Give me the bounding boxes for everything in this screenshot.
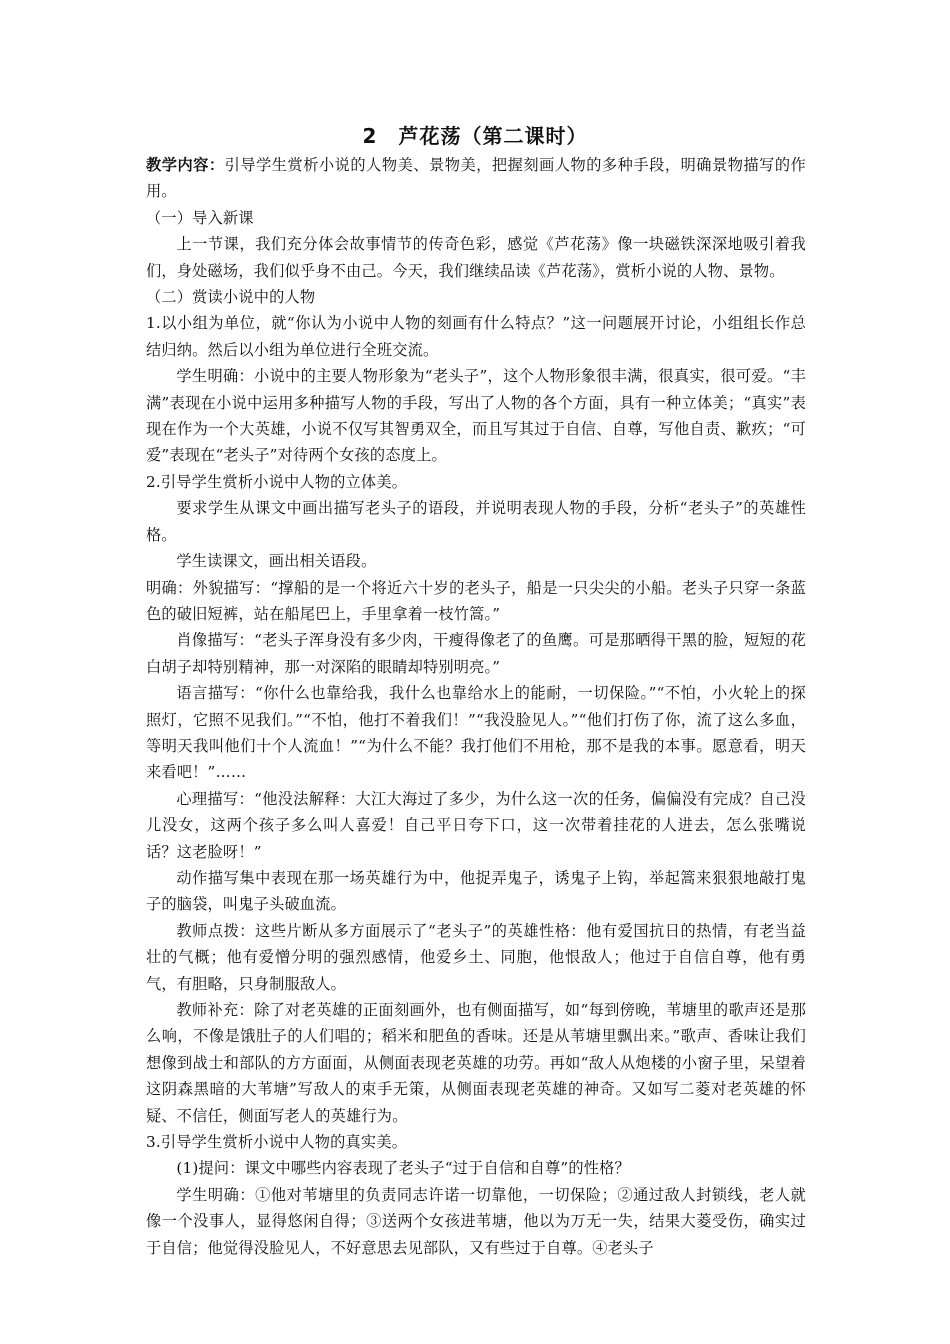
paragraph-teacher-guidance: 教师点拨：这些片断从多方面展示了“老头子”的英雄性格：他有爱国抗日的热情，有老当益壮的气概；他有爱憎分明的强烈感情，他爱乡土、同胞，他恨敌人；他过于自信自尊，他有勇气，有胆略，只身制服敌人。 [146,921,806,993]
paragraph-intro: 上一节课，我们充分体会故事情节的传奇色彩，感觉《芦花荡》像一块磁铁深深地吸引着我们，身处磁场，我们似乎身不由己。今天，我们继续品读《芦花荡》，赏析小说的人物、景物。 [146,235,806,280]
paragraph-teacher-supplement: 教师补充：除了对老英雄的正面刻画外，也有侧面描写，如“每到傍晚，苇塘里的歌声还是那么响，不像是饿肚子的人们唱的；稻米和肥鱼的香味。还是从苇塘里飘出来。”歌声、香味让我们想像到战士和部队的方方面面，从侧面表现老英雄的功劳。再如“敌人从炮楼的小窗子里，呆望着这阴森黑暗的大苇塘”写敌人的束手无策，从侧面表现老英雄的神奇。又如写二菱对老英雄的怀疑、不信任，侧面写老人的英雄行为。 [146,1001,806,1125]
item-3: 3.引导学生赏析小说中人物的真实美。 [146,1133,408,1152]
teaching-content [146,152,806,205]
teaching-content-text: 引导学生赏析小说的人物美、景物美，把握刻画人物的多种手段，明确景物描写的作用。 [146,156,807,201]
paragraph-student-reading: 学生读课文，画出相关语段。 [176,552,377,571]
page-title: 2 芦花荡（第二课时） [362,124,588,148]
document-body [146,152,806,1261]
paragraph-portrait: 肖像描写：“老头子浑身没有多少肉，干瘦得像老了的鱼鹰。可是那晒得干黑的脸，短短的花白胡子却特别精神，那一对深陷的眼睛却特别明亮。” [146,631,806,676]
paragraph-student-answer-2: 学生明确：①他对苇塘里的负责同志许诺一切靠他，一切保险；②通过敌人封锁线，老人就像一个没事人，显得悠闲自得；③送两个女孩进苇塘，他以为万无一失，结果大菱受伤，确实过于自信；他觉得没脸见人，不好意思去见部队，又有些过于自尊。④老头子 [146,1185,806,1257]
section-heading-intro: （一）导入新课 [146,208,254,227]
section-heading-characters: （二）赏读小说中的人物 [146,288,316,307]
paragraph-psychology: 心理描写：“他没法解释：大江大海过了多少，为什么这一次的任务，偏偏没有完成？自己没儿没女，这两个孩子多么叫人喜爱！自己平日夸下口，这一次带着挂花的人进去，怎么张嘴说话？这老脸呀！” [146,789,806,861]
item-2: 2.引导学生赏析小说中人物的立体美。 [146,472,408,491]
paragraph-action: 动作描写集中表现在那一场英雄行为中，他捉弄鬼子，诱鬼子上钩，举起篙来狠狠地敲打鬼子的脑袋，叫鬼子头破血流。 [146,868,806,914]
paragraph-student-answer-1: 学生明确：小说中的主要人物形象为“老头子”，这个人物形象很丰满，很真实，很可爱。“丰满”表现在小说中运用多种描写人物的手段，写出了人物的各个方面，具有一种立体美；“真实”表现在作为一个大英雄，小说不仅写其智勇双全，而且写其过于自信、自尊，写他自责、歉疚；“可爱”表现在“老头子”对待两个女孩的态度上。 [146,367,806,465]
paragraph-language: 语言描写：“你什么也靠给我，我什么也靠给水上的能耐，一切保险。”“不怕，小火轮上的探照灯，它照不见我们。”“不怕，他打不着我们！”“我没脸见人。”“他们打伤了你，流了这么多血，等明天我叫他们十个人流血！”“为什么不能？我打他们不用枪，那不是我的本事。愿意看，明天来看吧！”…… [146,684,806,782]
teaching-content-label: 教学内容： [146,156,225,174]
paragraph-appearance: 明确：外貌描写：“撑船的是一个将近六十岁的老头子，船是一只尖尖的小船。老头子只穿一条蓝色的破旧短裤，站在船尾巴上，手里拿着一枝竹篙。” [146,578,806,623]
item-1: 1.以小组为单位，就“你认为小说中人物的刻画有什么特点？”这一问题展开讨论，小组组长作总结归纳。然后以小组为单位进行全班交流。 [146,314,806,359]
paragraph-requirement: 要求学生从课文中画出描写老头子的语段，并说明表现人物的手段，分析“老头子”的英雄性格。 [146,499,806,544]
paragraph-question: (1)提问：课文中哪些内容表现了老头子“过于自信和自尊”的性格？ [176,1159,630,1178]
